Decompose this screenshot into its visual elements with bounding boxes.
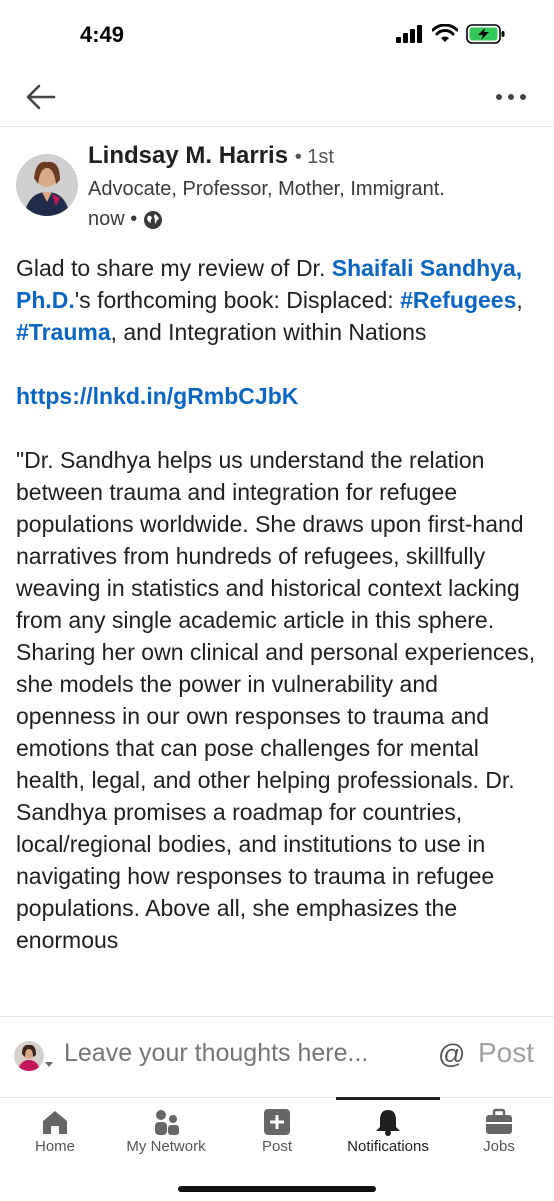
post-author (16, 140, 546, 240)
post-quote: "Dr. Sandhya helps us understand the relation between trauma and integration for refugee populations worldwide. She draws upon first-hand narratives from hundreds of refugees, skillfully weaving in statistics and historical context lacking from any single academic article in this sphere. Sharing her own clinical and personal experiences, she models the power in vulnerability and openness in our own responses to trauma and emotions that can pose challenges for mental health, legal, and other helping professionals. Dr. Sandhya promises a roadmap for countries, local/regional bodies, and institutions to use in navigating how responses to trauma in refugee populations. Above all, she emphasizes the enormous (16, 447, 536, 953)
mention-link[interactable]: Shaifali Sandhya, Ph.D. (16, 255, 523, 313)
tab-post[interactable]: Post (236, 1098, 318, 1168)
battery-charging-icon (466, 24, 506, 44)
hashtag-refugees[interactable]: #Refugees (400, 287, 517, 313)
post-body (16, 252, 540, 1014)
globe-icon (143, 210, 163, 230)
tab-my-network[interactable]: My Network (112, 1098, 220, 1168)
author-headline: Advocate, Professor, Mother, Immigrant. (88, 178, 445, 200)
signal-icon (396, 25, 424, 43)
tab-notifications[interactable]: Notifications (336, 1098, 440, 1168)
status-bar (0, 0, 554, 70)
commenter-avatar[interactable] (14, 1041, 44, 1071)
status-time: 4:49 (80, 22, 125, 47)
post-intro: Glad to share my review of Dr. Shaifali Sandhya, Ph.D.'s forthcoming book: Displaced: #Refugees, #Trauma, and Integration within Nations (16, 255, 523, 345)
home-indicator (178, 1186, 376, 1192)
bell-icon (373, 1108, 403, 1136)
comment-bar (0, 1016, 554, 1097)
arrow-left-icon[interactable] (24, 82, 58, 112)
comment-input[interactable] (64, 1039, 404, 1068)
chevron-down-icon[interactable] (44, 1061, 54, 1069)
post-meta (88, 208, 163, 231)
tab-home[interactable]: Home (14, 1098, 96, 1168)
plus-square-icon (262, 1108, 292, 1136)
author-avatar[interactable] (16, 154, 78, 216)
top-nav-bar (0, 70, 554, 127)
status-icons (396, 24, 506, 44)
post-time: now • (88, 208, 138, 230)
ellipsis-icon[interactable] (494, 84, 528, 110)
home-icon (40, 1108, 70, 1136)
briefcase-icon (484, 1108, 514, 1136)
hashtag-trauma[interactable]: #Trauma (16, 319, 111, 345)
network-icon (151, 1108, 181, 1136)
post-url-link[interactable]: https://lnkd.in/gRmbCJbK (16, 383, 299, 409)
post-comment-button[interactable]: Post (478, 1037, 535, 1068)
mention-at-button[interactable]: @ (438, 1039, 466, 1069)
author-name-line (88, 142, 334, 170)
connection-degree: • 1st (294, 146, 334, 168)
tab-jobs[interactable]: Jobs (458, 1098, 540, 1168)
wifi-icon (432, 24, 458, 44)
author-name[interactable]: Lindsay M. Harris (88, 142, 289, 169)
